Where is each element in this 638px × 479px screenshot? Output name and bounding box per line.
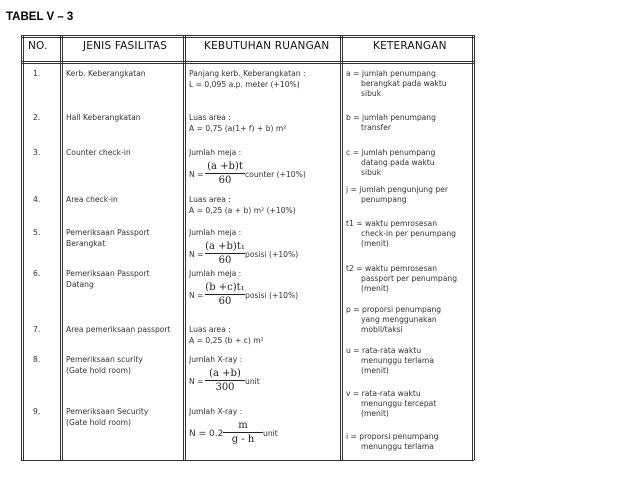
- jenis-fasilitas-text: Pemeriksaan Passport: [66, 228, 150, 237]
- kebutuhan-text: Jumlah meja :: [189, 269, 242, 278]
- column-line-inner: [62, 35, 63, 460]
- jenis-fasilitas-text: Area pemeriksaan passport: [66, 325, 171, 334]
- keterangan-text: sibuk: [361, 168, 382, 177]
- row-number: 5.: [33, 228, 41, 237]
- keterangan-text: yang menggunakan: [361, 315, 437, 324]
- keterangan-text: (menit): [361, 239, 389, 248]
- row-number: 4.: [33, 195, 41, 204]
- table-border-right-inner: [472, 35, 473, 460]
- keterangan-text: p = proporsi penumpang: [346, 305, 442, 314]
- fraction-bar: [205, 294, 245, 295]
- jenis-fasilitas-text: Hall Keberangkatan: [66, 113, 141, 122]
- formula-suffix: posisi (+10%): [245, 250, 299, 259]
- table-title: TABEL V – 3: [6, 11, 74, 23]
- jenis-fasilitas-text: Berangkat: [66, 238, 106, 248]
- row-number: 3.: [33, 148, 41, 157]
- kebutuhan-text: Jumlah X-ray :: [189, 407, 243, 416]
- formula-prefix: N =: [189, 250, 204, 259]
- keterangan-text: passport per penumpang: [361, 274, 458, 283]
- jenis-fasilitas-text: Area check-in: [66, 195, 118, 204]
- row-number: 2.: [33, 113, 41, 122]
- formula-fraction: [205, 161, 245, 186]
- column-line: [60, 35, 61, 460]
- fraction-bar: [205, 253, 245, 254]
- jenis-fasilitas-text: (Gate hold room): [66, 417, 131, 427]
- jenis-fasilitas-text: (Gate hold room): [66, 365, 131, 375]
- keterangan-text: (menit): [361, 409, 389, 418]
- kebutuhan-text: A = 0,25 (a + b) m² (+10%): [189, 205, 296, 215]
- formula-suffix: unit: [263, 429, 278, 438]
- keterangan-text: a = jumlah penumpang: [346, 69, 436, 78]
- kebutuhan-text: Panjang kerb. Keberangkatan :: [189, 69, 306, 78]
- jenis-fasilitas-text: Pemeriksaan Security: [66, 407, 149, 416]
- keterangan-text: mobil/taksi: [361, 325, 403, 334]
- header-cell: JENIS FASILITAS: [83, 40, 168, 52]
- formula-fraction: [223, 420, 263, 445]
- formula-numerator: (b +c)t₁: [205, 282, 245, 293]
- kebutuhan-text: Luas area :: [189, 325, 231, 334]
- formula-prefix: N =: [189, 377, 204, 386]
- formula-denominator: 300: [215, 382, 235, 393]
- header-divider-inner: [21, 63, 474, 64]
- keterangan-text: (menit): [361, 366, 389, 375]
- column-line-inner: [185, 35, 186, 460]
- header-divider: [21, 61, 474, 62]
- keterangan-text: menunggu tercepat: [361, 399, 437, 408]
- formula-suffix: unit: [245, 377, 260, 386]
- kebutuhan-text: Jumlah meja :: [189, 148, 242, 157]
- keterangan-text: b = jumlah penumpang: [346, 113, 436, 122]
- formula-fraction: [205, 368, 245, 393]
- formula-denominator: 60: [218, 296, 232, 307]
- formula-suffix: counter (+10%): [245, 170, 306, 179]
- formula-denominator: 60: [218, 255, 232, 266]
- row-number: 8.: [33, 355, 41, 364]
- formula-fraction: [205, 282, 245, 307]
- kebutuhan-text: Luas area :: [189, 113, 231, 122]
- fraction-bar: [223, 432, 263, 433]
- column-line: [183, 35, 184, 460]
- formula-denominator: 60: [218, 175, 232, 186]
- formula-suffix: posisi (+10%): [245, 291, 299, 300]
- keterangan-text: (menit): [361, 284, 389, 293]
- formula-prefix: N = 0.2: [189, 429, 224, 439]
- jenis-fasilitas-text: Pemeriksaan Passport: [66, 269, 150, 278]
- keterangan-text: u = rata-rata waktu: [346, 346, 422, 355]
- fraction-bar: [205, 380, 245, 381]
- formula-numerator: (a +b)t₁: [205, 241, 245, 252]
- row-number: 1.: [33, 69, 41, 78]
- table-border-top-inner: [21, 37, 474, 38]
- kebutuhan-text: A = 0,75 (a(1+ f) + b) m²: [189, 123, 287, 133]
- keterangan-text: t1 = waktu pemrosesan: [346, 219, 438, 228]
- keterangan-text: menunggu terlama: [361, 442, 434, 451]
- jenis-fasilitas-text: Pemeriksaan scurity: [66, 355, 143, 364]
- kebutuhan-text: Luas area :: [189, 195, 231, 204]
- header-cell: KETERANGAN: [373, 40, 447, 52]
- header-cell: KEBUTUHAN RUANGAN: [204, 40, 330, 52]
- keterangan-text: check-in per penumpang: [361, 229, 456, 238]
- fraction-bar: [205, 173, 245, 174]
- row-number: 9.: [33, 407, 41, 416]
- kebutuhan-text: Jumlah X-ray :: [189, 355, 243, 364]
- keterangan-text: berangkat pada waktu: [361, 79, 447, 88]
- header-cell: NO.: [28, 40, 48, 52]
- kebutuhan-text: A = 0,25 (b + c) m²: [189, 335, 264, 345]
- formula-prefix: N =: [189, 170, 204, 179]
- keterangan-text: datang pada waktu: [361, 158, 435, 167]
- table-border-top: [21, 35, 474, 36]
- jenis-fasilitas-text: Datang: [66, 279, 94, 289]
- column-line: [474, 35, 475, 460]
- kebutuhan-text: L = 0,095 a.p. meter (+10%): [189, 79, 300, 89]
- keterangan-text: penumpang: [361, 195, 407, 204]
- keterangan-text: j = jumlah pengunjung per: [346, 185, 448, 194]
- keterangan-text: c = jumlah penumpang: [346, 148, 436, 157]
- formula-numerator: m: [238, 420, 248, 431]
- keterangan-text: t2 = waktu pemrosesan: [346, 264, 438, 273]
- jenis-fasilitas-text: Counter check-in: [66, 148, 131, 157]
- formula-numerator: (a +b)t: [207, 161, 243, 172]
- table-border-left-inner: [23, 35, 24, 460]
- formula-prefix: N =: [189, 291, 204, 300]
- keterangan-text: sibuk: [361, 89, 382, 98]
- column-line: [340, 35, 341, 460]
- jenis-fasilitas-text: Kerb. Keberangkatan: [66, 69, 146, 78]
- column-line-inner: [342, 35, 343, 460]
- formula-denominator: g - h: [231, 434, 255, 445]
- formula-fraction: [205, 241, 245, 266]
- row-number: 6.: [33, 269, 41, 278]
- keterangan-text: v = rata-rata waktu: [346, 389, 421, 398]
- keterangan-text: transfer: [361, 123, 391, 132]
- column-line: [21, 35, 22, 460]
- row-number: 7.: [33, 325, 41, 334]
- keterangan-text: i = proporsi penumpang: [346, 432, 439, 441]
- formula-numerator: (a +b): [209, 368, 241, 379]
- kebutuhan-text: Jumlah meja :: [189, 228, 242, 237]
- table-border-bottom: [21, 460, 474, 461]
- keterangan-text: menunggu terlama: [361, 356, 434, 365]
